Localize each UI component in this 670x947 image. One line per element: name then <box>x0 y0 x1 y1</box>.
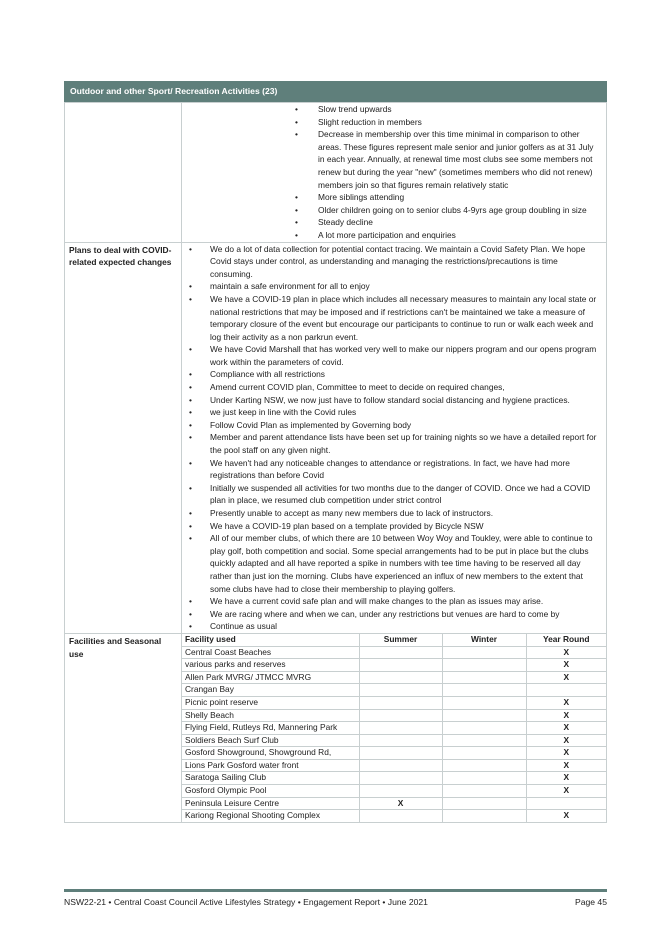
year-round-cell: X <box>526 772 606 785</box>
list-item: • We have a COVID-19 plan in place which includes all necessary measures to maintain any local state or national restrictions that may be imposed and if restrictions can't be maintained we take a measure of temporary closure of the event but encourage our participants to continue to run or walk each week and log their activity as a non parkrun event. <box>210 293 600 343</box>
facility-name: Shelly Beach <box>182 709 359 722</box>
list-item: • We have Covid Marshall that has worked very well to make our nippers program and our opens program work within the parameters of covid. <box>210 343 600 368</box>
list-item: • We are racing where and when we can, under any restrictions but venues are hard to come by <box>210 608 600 621</box>
facility-name: Picnic point reserve <box>182 696 359 709</box>
table-row <box>182 671 606 684</box>
table-row <box>182 810 606 822</box>
winter-cell <box>442 709 526 722</box>
facility-name: Saratoga Sailing Club <box>182 772 359 785</box>
facility-name: Flying Field, Rutleys Rd, Mannering Park <box>182 722 359 735</box>
year-round-cell: X <box>526 659 606 672</box>
winter-cell <box>442 722 526 735</box>
year-round-cell: X <box>526 646 606 659</box>
facility-name: Gosford Olympic Pool <box>182 785 359 798</box>
list-item: • A lot more participation and enquiries <box>318 229 600 242</box>
list-item: • Amend current COVID plan, Committee to meet to decide on required changes, <box>210 381 600 394</box>
summer-cell <box>359 646 442 659</box>
winter-cell <box>442 747 526 760</box>
table-row <box>182 659 606 672</box>
summer-cell <box>359 734 442 747</box>
activities-table <box>64 102 607 823</box>
column-header: Winter <box>442 634 526 646</box>
table-row <box>182 684 606 697</box>
table-row <box>182 709 606 722</box>
facilities-cell <box>182 633 607 822</box>
facility-name: Lions Park Gosford water front <box>182 759 359 772</box>
winter-cell <box>442 759 526 772</box>
summer-cell <box>359 759 442 772</box>
page-number: Page 45 <box>574 897 607 907</box>
winter-cell <box>442 671 526 684</box>
list-item: • Steady decline <box>318 216 600 229</box>
winter-cell <box>442 684 526 697</box>
table-row <box>182 785 606 798</box>
list-item: • Compliance with all restrictions <box>210 368 600 381</box>
summer-cell <box>359 684 442 697</box>
year-round-cell: X <box>526 759 606 772</box>
list-item: • Slight reduction in members <box>318 116 600 129</box>
summer-cell <box>359 696 442 709</box>
facility-name: Kariong Regional Shooting Complex <box>182 810 359 822</box>
trends-row <box>65 103 607 243</box>
list-item: • we just keep in line with the Covid rules <box>210 406 600 419</box>
winter-cell <box>442 696 526 709</box>
year-round-cell: X <box>526 810 606 822</box>
summer-cell <box>359 785 442 798</box>
summer-cell <box>359 659 442 672</box>
summer-cell: X <box>359 797 442 810</box>
footer-rule <box>64 889 607 892</box>
table-row <box>182 734 606 747</box>
facility-name: Gosford Showground, Showground Rd, <box>182 747 359 760</box>
list-item: • Continue as usual <box>210 620 600 633</box>
list-item: • We do a lot of data collection for potential contact tracing. We maintain a Covid Safety Plan. We hope Covid stays under control, as understanding and managing the restrictions/precautions is time consuming. <box>210 243 600 281</box>
facility-name: Soldiers Beach Surf Club <box>182 734 359 747</box>
summer-cell <box>359 671 442 684</box>
column-header: Summer <box>359 634 442 646</box>
column-header: Year Round <box>526 634 606 646</box>
year-round-cell <box>526 797 606 810</box>
facilities-header-row <box>182 634 606 646</box>
winter-cell <box>442 785 526 798</box>
summer-cell <box>359 747 442 760</box>
facility-name: Crangan Bay <box>182 684 359 697</box>
winter-cell <box>442 772 526 785</box>
facility-name: Peninsula Leisure Centre <box>182 797 359 810</box>
winter-cell <box>442 659 526 672</box>
list-item: • Under Karting NSW, we now just have to follow standard social distancing and hygiene practices. <box>210 394 600 407</box>
covid-label: Plans to deal with COVID-related expected changes <box>65 242 182 633</box>
trends-cell <box>182 103 607 243</box>
winter-cell <box>442 797 526 810</box>
list-item: • Presently unable to accept as many new members due to lack of instructors. <box>210 507 600 520</box>
covid-list <box>182 243 606 633</box>
list-item: • More siblings attending <box>318 191 600 204</box>
document-page <box>64 81 607 823</box>
trends-list <box>182 103 606 242</box>
summer-cell <box>359 722 442 735</box>
table-row <box>182 797 606 810</box>
winter-cell <box>442 810 526 822</box>
facility-name: Allen Park MVRG/ JTMCC MVRG <box>182 671 359 684</box>
winter-cell <box>442 646 526 659</box>
trends-label-cell <box>65 103 182 243</box>
list-item: • We have a COVID-19 plan based on a template provided by Bicycle NSW <box>210 520 600 533</box>
section-header: Outdoor and other Sport/ Recreation Activities (23) <box>64 81 607 102</box>
winter-cell <box>442 734 526 747</box>
list-item: • Initially we suspended all activities for two months due to the danger of COVID. Once we had a COVID plan in place, we resumed club competition under strict control <box>210 482 600 507</box>
list-item: • Member and parent attendance lists have been set up for training nights so we have a detailed report for the pool staff on any given night. <box>210 431 600 456</box>
list-item: • We have a current covid safe plan and will make changes to the plan as issues may arise. <box>210 595 600 608</box>
facility-name: various parks and reserves <box>182 659 359 672</box>
list-item: • Older children going on to senior clubs 4-9yrs age group doubling in size <box>318 204 600 217</box>
covid-cell <box>182 242 607 633</box>
table-row <box>182 747 606 760</box>
year-round-cell: X <box>526 734 606 747</box>
footer-text: NSW22-21 • Central Coast Council Active Lifestyles Strategy • Engagement Report • June 2021 <box>64 897 428 907</box>
table-row <box>182 772 606 785</box>
year-round-cell: X <box>526 696 606 709</box>
table-row <box>182 646 606 659</box>
facilities-table <box>182 634 606 822</box>
table-row <box>182 696 606 709</box>
list-item: • We haven't had any noticeable changes to attendance or registrations. In fact, we have had more registrations than before Covid <box>210 457 600 482</box>
year-round-cell: X <box>526 785 606 798</box>
page-footer <box>64 897 607 907</box>
list-item: • All of our member clubs, of which there are 10 between Woy Woy and Toukley, were able to continue to play golf, both competition and social. Some special arrangements had to be put in place but the clubs quickly adapted and all have reported a spike in numbers with tee time having to be reserved all day rather than just ion the morning. Clubs have experienced an influx of new members to the extent that some clubs have had to close their membership to playing golfers. <box>210 532 600 595</box>
summer-cell <box>359 810 442 822</box>
table-row <box>182 722 606 735</box>
summer-cell <box>359 772 442 785</box>
year-round-cell: X <box>526 722 606 735</box>
list-item: • Slow trend upwards <box>318 103 600 116</box>
list-item: • Decrease in membership over this time minimal in comparison to other areas. These figures represent male senior and junior golfers as at 31 July in each year. Annually, at renewal time most clubs see some members not renew but during the year "new" (sometimes members who did not renew) members join so that figures remain relatively static <box>318 128 600 191</box>
year-round-cell: X <box>526 671 606 684</box>
list-item: • Follow Covid Plan as implemented by Governing body <box>210 419 600 432</box>
list-item: • maintain a safe environment for all to enjoy <box>210 280 600 293</box>
facilities-label: Facilities and Seasonal use <box>65 633 182 822</box>
covid-row <box>65 242 607 633</box>
year-round-cell <box>526 684 606 697</box>
summer-cell <box>359 709 442 722</box>
year-round-cell: X <box>526 709 606 722</box>
table-row <box>182 759 606 772</box>
facility-name: Central Coast Beaches <box>182 646 359 659</box>
column-header: Facility used <box>182 634 359 646</box>
facilities-row <box>65 633 607 822</box>
year-round-cell: X <box>526 747 606 760</box>
